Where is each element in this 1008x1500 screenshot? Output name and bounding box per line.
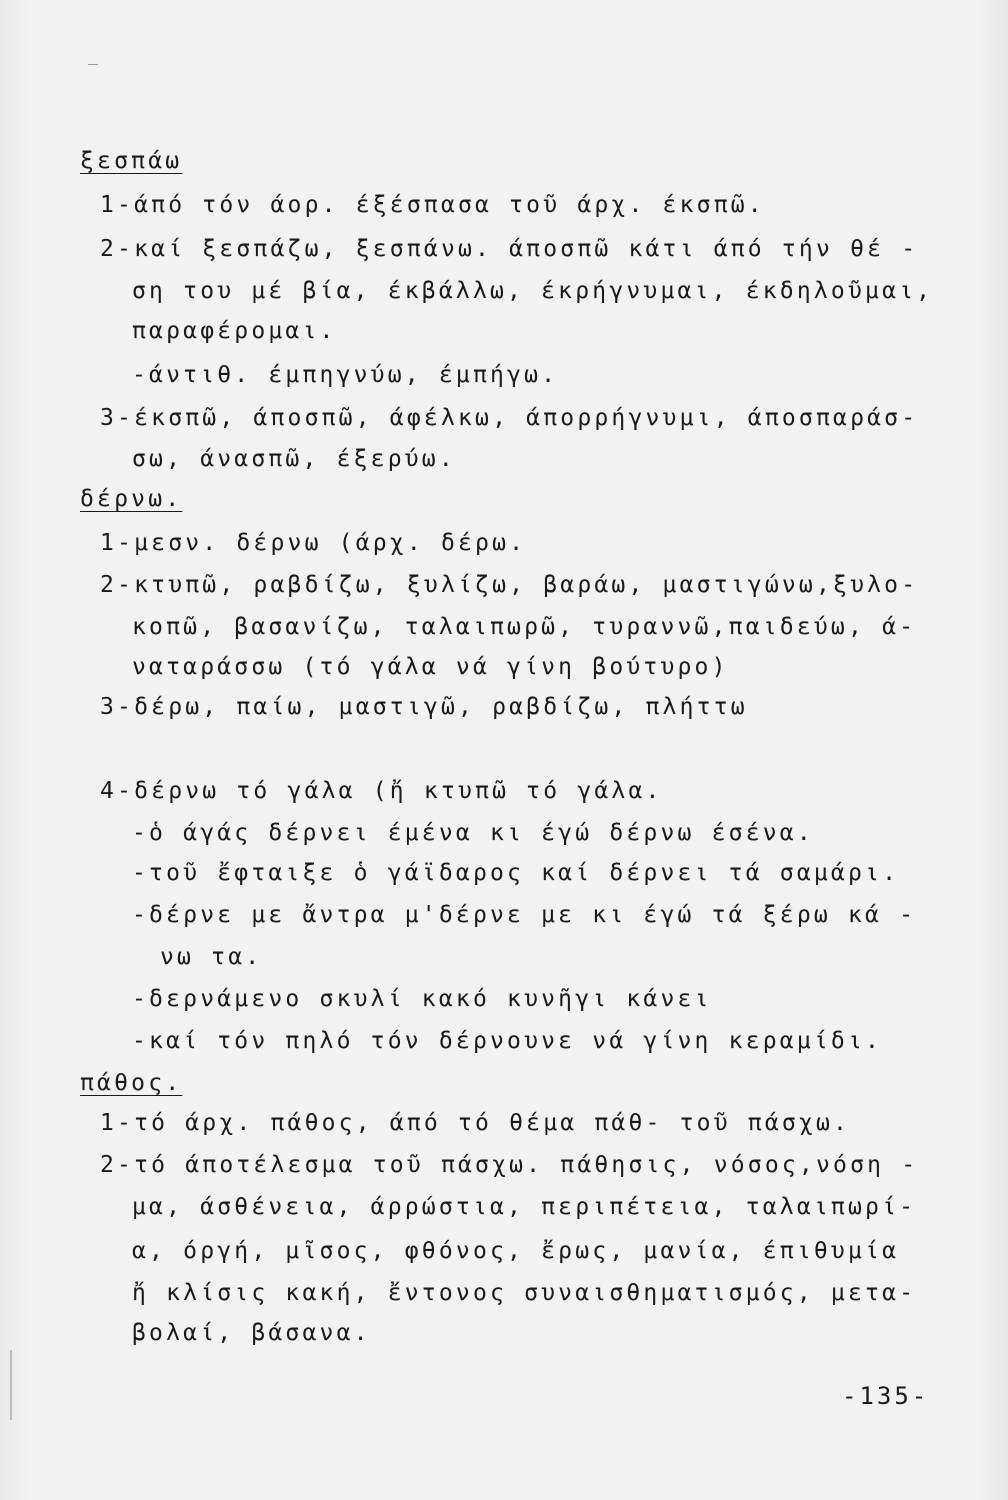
entry-line: -ὁ άγάς δέρνει έμένα κι έγώ δέρνω έσένα. bbox=[132, 820, 814, 846]
entry-line: 4-δέρνω τό γάλα (ἤ κτυπῶ τό γάλα. bbox=[100, 778, 663, 804]
entry-line: -άντιθ. έμπηγνύω, έμπήγω. bbox=[132, 362, 559, 388]
entry-line: 3-έκσπῶ, άποσπῶ, άφέλκω, άπορρήγνυμι, άποσπαράσ- bbox=[100, 405, 919, 431]
entry-line: νω τα. bbox=[160, 944, 263, 970]
entry-line: 3-δέρω, παίω, μαστιγῶ, ραβδίζω, πλήττω bbox=[100, 694, 748, 720]
page-number: -135- bbox=[842, 1382, 930, 1410]
entry-line: ση του μέ βία, έκβάλλω, έκρήγνυμαι, έκδηλοῦμαι, bbox=[132, 278, 934, 304]
entry-line: βολαί, βάσανα. bbox=[132, 1320, 371, 1346]
entry-line: κοπῶ, βασανίζω, ταλαιπωρῶ, τυραννῶ,παιδεύω, ά- bbox=[132, 614, 917, 640]
entry-line: 2-τό άποτέλεσμα τοῦ πάσχω. πάθησις, νόσος,νόση - bbox=[100, 1152, 919, 1178]
entry-line: ἤ κλίσις κακή, ἔντονος συναισθηματισμός, μετα- bbox=[132, 1280, 917, 1306]
entry-line: 2-κτυπῶ, ραβδίζω, ξυλίζω, βαράω, μαστιγώνω,ξυλο- bbox=[100, 572, 919, 598]
entry-line: μα, άσθένεια, άρρώστια, περιπέτεια, ταλαιπωρί- bbox=[132, 1194, 917, 1220]
entry-line: 1-τό άρχ. πάθος, άπό τό θέμα πάθ- τοῦ πάσχω. bbox=[100, 1110, 851, 1136]
entry-line: ναταράσσω (τό γάλα νά γίνη βούτυρο) bbox=[132, 654, 729, 680]
entry-line: -τοῦ ἔφταιξε ὁ γάϊδαρος καί δέρνει τά σαμάρι. bbox=[132, 860, 900, 886]
entry-headword: δέρνω. bbox=[80, 486, 183, 512]
entry-line: παραφέρομαι. bbox=[132, 318, 337, 344]
entry-headword: ξεσπάω bbox=[80, 148, 183, 174]
entry-line: -καί τόν πηλό τόν δέρνουνε νά γίνη κεραμίδι. bbox=[132, 1028, 883, 1054]
entry-line: 1-άπό τόν άορ. έξέσπασα τοῦ άρχ. έκσπῶ. bbox=[100, 192, 765, 218]
entry-line: -δερνάμενο σκυλί κακό κυνῆγι κάνει bbox=[132, 986, 712, 1012]
entry-line: σω, άνασπῶ, έξερύω. bbox=[132, 446, 456, 472]
scan-dash-mark bbox=[88, 64, 98, 65]
entry-headword: πάθος. bbox=[80, 1070, 183, 1096]
entry-line: 2-καί ξεσπάζω, ξεσπάνω. άποσπῶ κάτι άπό τήν θέ - bbox=[100, 236, 919, 262]
entry-line: α, όργή, μῖσος, φθόνος, ἔρως, μανία, έπιθυμία bbox=[132, 1238, 900, 1264]
entry-line: 1-μεσν. δέρνω (άρχ. δέρω. bbox=[100, 530, 527, 556]
entry-line: -δέρνε με ἄντρα μ'δέρνε με κι έγώ τά ξέρω κά - bbox=[132, 902, 917, 928]
scan-edge-mark bbox=[10, 1350, 12, 1420]
